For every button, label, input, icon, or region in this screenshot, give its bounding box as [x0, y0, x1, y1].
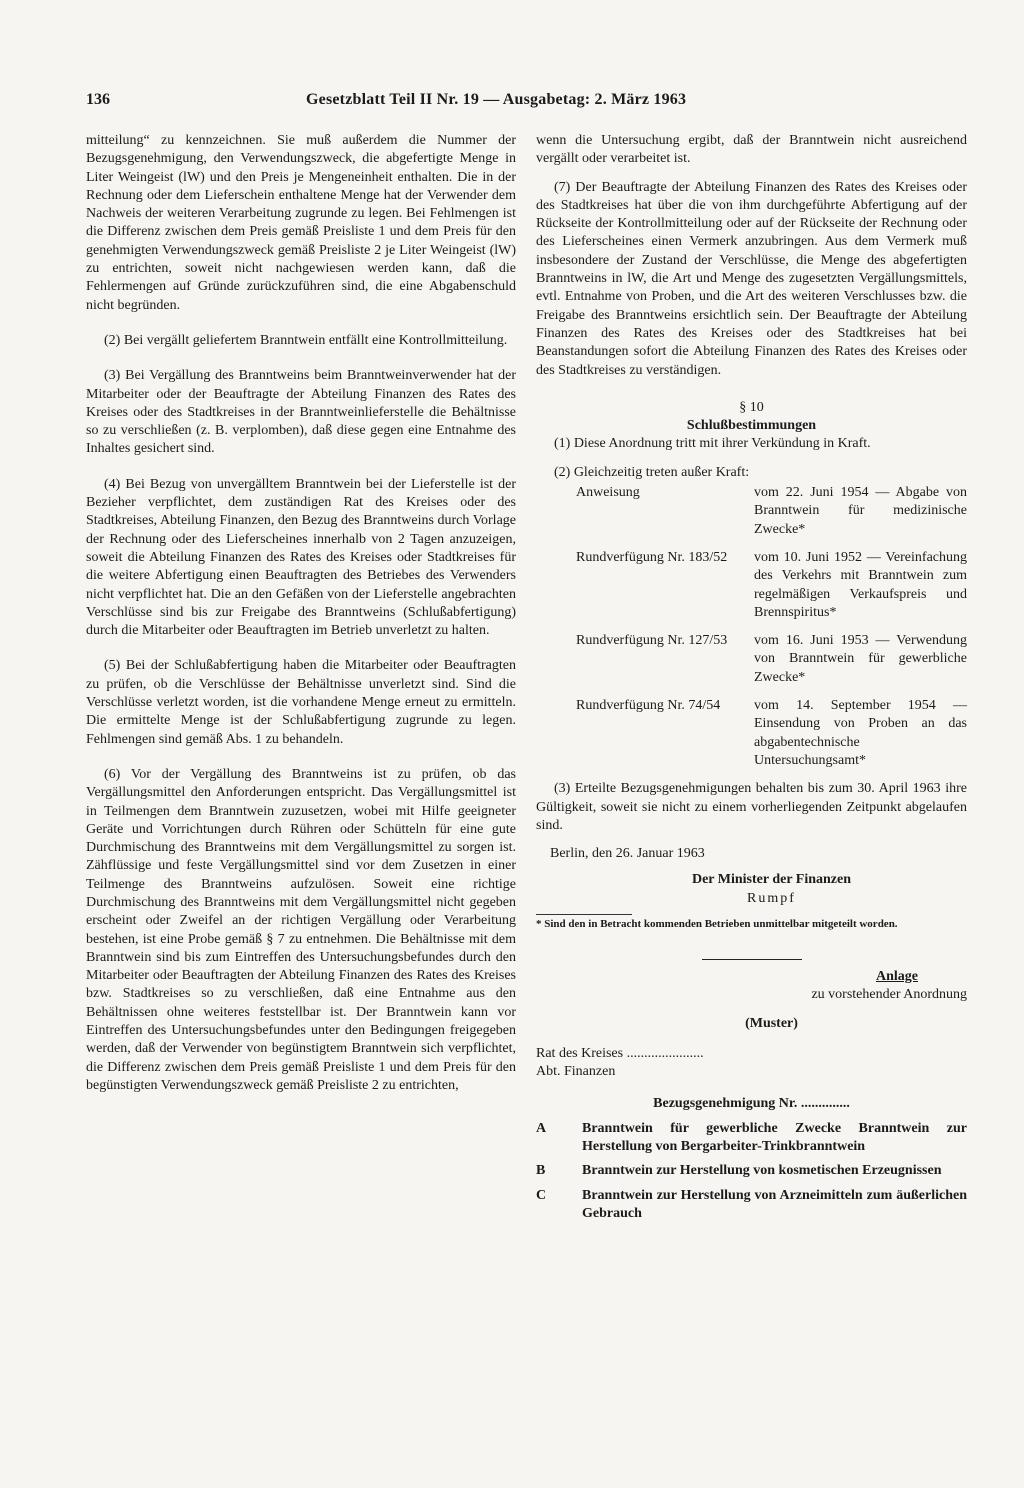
- annex-title: [536, 968, 967, 986]
- paragraph: (1) Diese Anordnung tritt mit ihrer Verkündung in Kraft.: [554, 436, 871, 452]
- table-row: [536, 697, 967, 780]
- decree-description: vom 16. Juni 1953 — Verwendung von Branntwein für gewerbliche Zwecke*: [754, 633, 967, 685]
- table-row: [536, 549, 967, 632]
- paragraph: (7) Der Beauftragte der Abteilung Finanzen des Rates des Kreises oder des Stadtkreises hat über die von ihm durchgeführte Abfertigung auf der Rückseite der Kontrollmitteilung oder auf der Rückseite der Rechnung oder des Lieferscheines einen Vermerk anzubringen. Aus dem Vermerk muß insbesondere der Zustand der Verschlüsse, die Menge des abgefertigten Branntweins in lW, die Art und Menge des zugesetzten Vergällungsmittels, evtl. Entnahme von Proben, und die Art des weiteren Verschlusses bzw. die Freigabe des Branntweins ersichtlich sein. Der Beauftragte der Abteilung Finanzen des Rates des Kreises oder des Stadtkreises hat bei Beanstandungen sofort die Abteilung Finanzen des Rates des Kreises oder des Stadtkreises zu verständigen.: [536, 179, 967, 378]
- decree-kind: Anweisung: [576, 485, 640, 501]
- category-letter: A: [536, 1120, 547, 1136]
- minister-title: Der Minister der Finanzen: [691, 872, 852, 888]
- paragraph: (3) Erteilte Bezugsgenehmigungen behalten bis zum 30. April 1963 ihre Gültigkeit, soweit sie nicht zu einem vorherliegenden Zeitpunkt abgelaufen sind.: [536, 781, 967, 833]
- paragraph: mitteilung“ zu kennzeichnen. Sie muß außerdem die Nummer der Bezugsgenehmigung, den Verwendungszweck, die abgefertigte Menge in Liter Weingeist (lW) und den Preis je Mengeneinheit enthalten. Die in der Rechnung oder dem Lieferschein enthaltene Menge hat der Verwender dem Nachweis der weiteren Verarbeitung zugrunde zu legen. Bei Fehlmengen ist die Differenz zwischen dem Preis gemäß Preisliste 1 und dem Preis für den genehmigten Verwendungszweck gemäß Preisliste 2 je Liter Weingeist (lW) zu entrichten, soweit nicht nachgewiesen werden kann, daß die Fehlermengen auf Gründe zurückzuführen sind, die eine Abgabenschuld nicht begründen.: [86, 133, 516, 313]
- table-row: [536, 484, 967, 549]
- paragraph: (2) Bei vergällt geliefertem Branntwein entfällt eine Kontrollmitteilung.: [104, 332, 508, 348]
- decree-description: vom 22. Juni 1954 — Abgabe von Branntwein für medizinische Zwecke*: [754, 485, 967, 537]
- category-text: Branntwein für gewerbliche Zwecke Branntwein zur Herstellung von Bergarbeiter-Trinkbranntwein: [582, 1120, 967, 1155]
- decree-description: vom 10. Juni 1952 — Vereinfachung des Verkehrs mit Branntwein zum regelmäßigen Verkaufspreis und Brennspiritus*: [754, 549, 967, 620]
- right-column: [536, 132, 967, 1229]
- repealed-decrees-table: [536, 484, 967, 780]
- table-row: [536, 1162, 967, 1186]
- council-line: Abt. Finanzen: [536, 1064, 616, 1080]
- decree-description: vom 14. September 1954 — Einsendung von Proben an das abgabentechnische Untersuchungsamt*: [754, 698, 967, 768]
- place-date: Berlin, den 26. Januar 1963: [550, 846, 705, 862]
- paragraph: wenn die Untersuchung ergibt, daß der Branntwein nicht ausreichend vergällt oder verarbeitet ist.: [536, 133, 967, 167]
- council-block: [536, 1045, 967, 1082]
- permit-label: Bezugsgenehmigung Nr. ..............: [653, 1096, 850, 1112]
- section-title: Schlußbestimmungen: [686, 418, 817, 434]
- annex-title-text: Anlage: [876, 968, 918, 984]
- category-table: [536, 1120, 967, 1229]
- page-header: [86, 88, 966, 112]
- decree-kind: Rundverfügung Nr. 183/52: [576, 549, 728, 565]
- council-line: Rat des Kreises ......................: [536, 1045, 704, 1061]
- paragraph: (6) Vor der Vergällung des Branntweins ist zu prüfen, ob das Vergällungsmittel den Anforderungen entspricht. Das Vergällungsmittel ist in Teilmengen dem Branntwein zuzusetzen, wobei mit Hilfe geeigneter Geräte und Vorrichtungen durch Rühren oder Schütteln für eine gute Durchmischung des Branntweins mit dem Vergällungsmittel zu sorgen ist. Zähflüssige und feste Vergällungsmittel sind vor dem Zusetzen in einer Teilmenge des Branntweins aufzulösen. Soweit eine richtige Durchmischung des Branntweins mit dem Vergällungsmittel nicht gegeben erscheint oder Zweifel an der richtigen Vergällung oder Verarbeitung bestehen, ist eine Probe gemäß § 7 zu entnehmen. Die Behältnisse mit dem Branntwein sind bis zum Eintreffen des Untersuchungsbefundes durch den Mitarbeiter oder Beauftragten der Abteilung Finanzen des Rates des Kreises bzw. Stadtkreises so zu verschließen, daß eine Entnahme aus den Behältnissen ohne weiteres feststellbar ist. Der Branntwein kann vor Eintreffen des Untersuchungsbefundes unter den Bedingungen freigegeben werden, daß der Verwender von begünstigtem Branntwein sich verpflichtet, die Differenz zwischen dem Preis gemäß Preisliste 1 und dem Preis für den begünstigten Verwendungszweck gemäß Preisliste 2 zu entrichten,: [86, 766, 516, 1093]
- decree-kind: Rundverfügung Nr. 74/54: [576, 698, 721, 714]
- muster-label: (Muster): [745, 1015, 798, 1031]
- left-column: [86, 132, 516, 1095]
- category-text: Branntwein zur Herstellung von Arzneimitteln zum äußerlichen Gebrauch: [582, 1187, 967, 1221]
- section-number: § 10: [739, 399, 764, 415]
- paragraph: (3) Bei Vergällung des Branntweins beim Branntweinverwender hat der Mitarbeiter oder der Beauftragte der Abteilung Finanzen des Rates des Kreises oder des Stadtkreises in der Branntweinlieferstelle die Behältnisse so zu verschließen (z. B. verplomben), daß diese gegen eine Entnahme des Inhaltes gesichert sind.: [86, 368, 516, 457]
- footnote: * Sind den in Betracht kommenden Betrieben unmittelbar mitgeteilt worden.: [536, 917, 898, 930]
- separator-rule: [702, 959, 802, 960]
- table-row: [536, 632, 967, 697]
- annex-subtitle: zu vorstehender Anordnung: [811, 987, 967, 1003]
- page-number: 136: [86, 91, 110, 108]
- minister-name: Rumpf: [747, 890, 796, 906]
- decree-kind: Rundverfügung Nr. 127/53: [576, 633, 728, 649]
- paragraph: (5) Bei der Schlußabfertigung haben die Mitarbeiter oder Beauftragten zu prüfen, ob die Verschlüsse der Behältnisse unverletzt sind. Sind die Verschlüsse verletzt worden, ist die vorhandene Menge erneut zu ermitteln. Die ermittelte Menge ist der Schlußabfertigung zugrunde zu legen. Fehlmengen sind gemäß Abs. 1 zu behandeln.: [86, 658, 516, 747]
- category-text: Branntwein zur Herstellung von kosmetischen Erzeugnissen: [582, 1163, 942, 1179]
- footnote-rule: [536, 914, 632, 915]
- category-letter: B: [536, 1163, 546, 1179]
- table-row: [536, 1187, 967, 1230]
- running-title: Gesetzblatt Teil II Nr. 19 — Ausgabetag: 2. März 1963: [306, 91, 687, 108]
- category-letter: C: [536, 1187, 547, 1203]
- table-row: [536, 1120, 967, 1163]
- paragraph: (4) Bei Bezug von unvergälltem Branntwein bei der Lieferstelle ist der Bezieher verpflichtet, dem zuständigen Rat des Kreises oder des Stadtkreises, Abteilung Finanzen, den Bezug des Branntweins durch Vorlage der Rechnung oder des Lieferscheines innerhalb von 2 Tagen anzuzeigen, soweit die Abteilung Finanzen des Rates des Kreises oder Stadtkreises für die weitere Abfertigung einen Beauftragten des Betriebes des Verwenders nicht verpflichtet hat. Die an den Gefäßen von der Lieferstelle angebrachten Verschlüsse sind bis zur Freigabe des Branntweins (Schlußabfertigung) durch die Mitarbeiter oder Beauftragten im Betrieb unverletzt zu halten.: [86, 476, 516, 639]
- paragraph: (2) Gleichzeitig treten außer Kraft:: [554, 464, 750, 480]
